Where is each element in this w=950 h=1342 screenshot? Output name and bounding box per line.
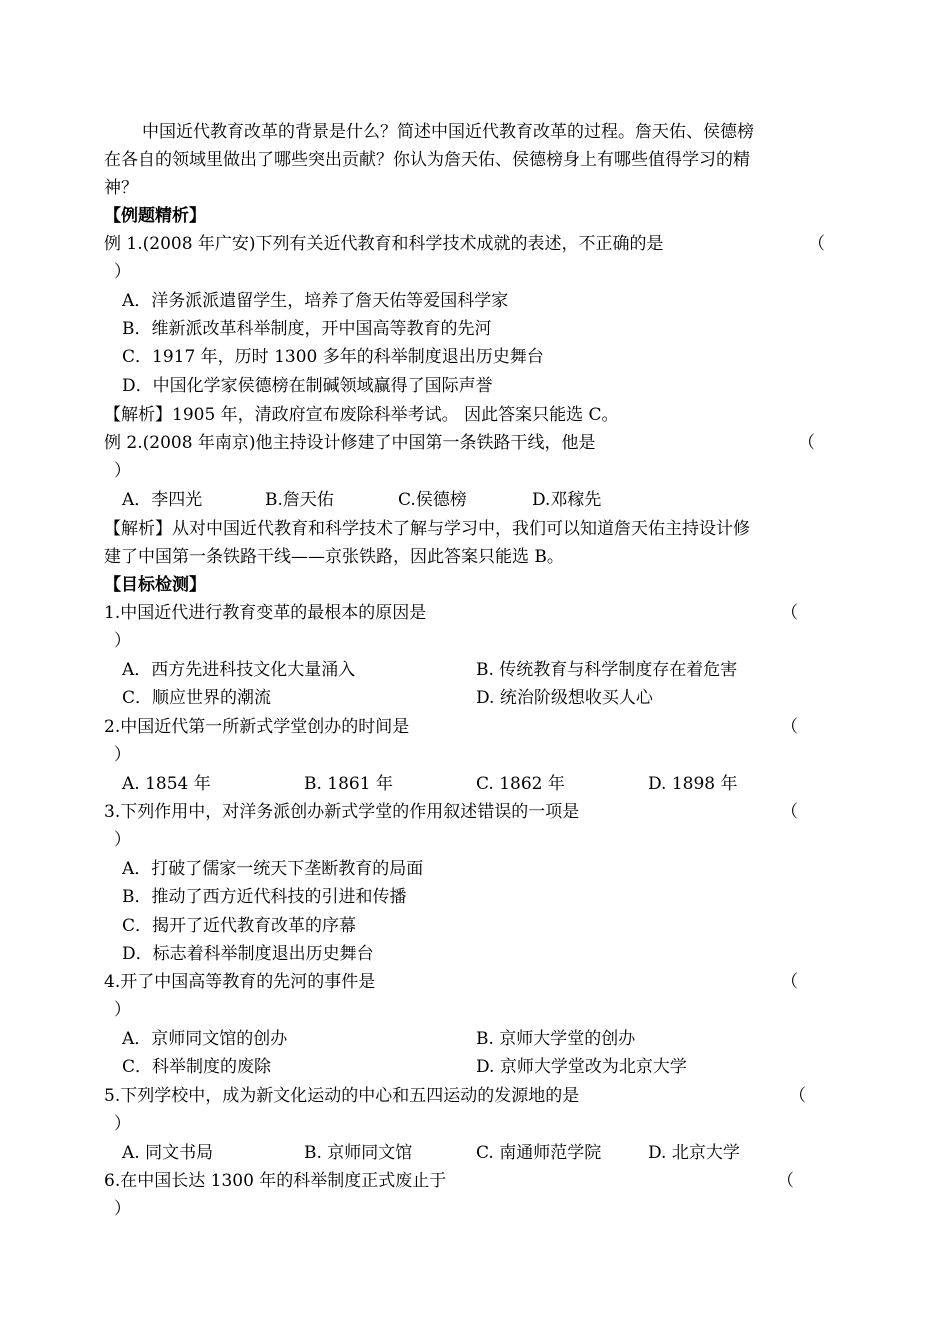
question-1-option-b: B. 传统教育与科学制度存在着危害	[476, 660, 738, 680]
question-5-option-d: D. 北京大学	[648, 1143, 740, 1163]
question-3-paren-open: （	[781, 802, 798, 822]
example2-question: 例 2.(2008 年南京)他主持设计修建了中国第一条铁路干线，他是	[104, 433, 596, 453]
question-2-paren-close: ）	[114, 745, 131, 765]
example1-question: 例 1.(2008 年广安)下列有关近代教育和科学技术成就的表述，不正确的是	[104, 234, 664, 254]
question-1-option-d: D. 统治阶级想收买人心	[476, 688, 653, 708]
example1-option-d: D．中国化学家侯德榜在制碱领域赢得了国际声誉	[122, 376, 493, 396]
question-5-paren-close: ）	[114, 1114, 131, 1134]
example2-paren-open: （	[798, 433, 815, 453]
example2-option-a: A．李四光	[122, 490, 203, 510]
question-1-paren-open: （	[781, 603, 798, 623]
question-3-option-a: A．打破了儒家一统天下垄断教育的局面	[122, 859, 424, 879]
question-1-option-c: C．顺应世界的潮流	[122, 688, 272, 708]
question-1-paren-close: ）	[114, 631, 131, 651]
intro-line-2: 在各自的领域里做出了哪些突出贡献？你认为詹天佑、侯德榜身上有哪些值得学习的精	[104, 150, 750, 170]
test-heading: 【目标检测】	[104, 575, 206, 595]
question-4-paren-open: （	[781, 972, 798, 992]
question-6-paren-close: ）	[114, 1199, 131, 1219]
example1-paren-close: ）	[114, 262, 131, 282]
question-2-option-a: A. 1854 年	[122, 774, 211, 794]
question-1: 1.中国近代进行教育变革的最根本的原因是	[104, 603, 427, 623]
example2-option-b: B.詹天佑	[265, 490, 334, 510]
question-4-option-b: B. 京师大学堂的创办	[476, 1029, 636, 1049]
intro-line-3: 神？	[104, 178, 138, 198]
question-5-option-b: B. 京师同文馆	[304, 1143, 413, 1163]
question-5-option-c: C. 南通师范学院	[476, 1143, 602, 1163]
question-2-option-b: B. 1861 年	[304, 774, 393, 794]
example2-option-c: C.侯德榜	[398, 490, 467, 510]
example1-paren-open: （	[808, 234, 825, 254]
question-2-option-d: D. 1898 年	[648, 774, 738, 794]
question-3: 3.下列作用中，对洋务派创办新式学堂的作用叙述错误的一项是	[104, 802, 580, 822]
question-4-option-d: D. 京师大学堂改为北京大学	[476, 1057, 687, 1077]
example1-analysis: 【解析】1905 年，清政府宣布废除科举考试。 因此答案只能选 C。	[104, 405, 619, 425]
question-6: 6.在中国长达 1300 年的科举制度正式废止于	[104, 1171, 447, 1191]
question-5-paren-open: （	[789, 1086, 806, 1106]
examples-heading: 【例题精析】	[104, 206, 206, 226]
question-4-option-c: C．科举制度的废除	[122, 1057, 272, 1077]
question-2-paren-open: （	[781, 717, 798, 737]
question-4-option-a: A．京师同文馆的创办	[122, 1029, 288, 1049]
question-1-option-a: A．西方先进科技文化大量涌入	[122, 660, 356, 680]
question-4-paren-close: ）	[114, 1000, 131, 1020]
example1-option-c: C．1917 年，历时 1300 多年的科举制度退出历史舞台	[122, 347, 544, 367]
question-3-option-c: C．揭开了近代教育改革的序幕	[122, 916, 357, 936]
example2-analysis-line-1: 【解析】从对中国近代教育和科学技术了解与学习中，我们可以知道詹天佑主持设计修	[104, 519, 750, 539]
question-5: 5.下列学校中，成为新文化运动的中心和五四运动的发源地的是	[104, 1086, 580, 1106]
example1-option-b: B．维新派改革科举制度，开中国高等教育的先河	[122, 319, 492, 339]
question-4: 4.开了中国高等教育的先河的事件是	[104, 972, 376, 992]
question-6-paren-open: （	[777, 1171, 794, 1191]
question-2-option-c: C. 1862 年	[476, 774, 565, 794]
question-3-paren-close: ）	[114, 830, 131, 850]
question-3-option-d: D．标志着科举制度退出历史舞台	[122, 944, 374, 964]
intro-line-1: 中国近代教育改革的背景是什么？简述中国近代教育改革的过程。詹天佑、侯德榜	[142, 122, 754, 142]
example2-option-d: D.邓稼先	[532, 490, 602, 510]
question-3-option-b: B．推动了西方近代科技的引进和传播	[122, 887, 407, 907]
example2-analysis-line-2: 建了中国第一条铁路干线——京张铁路，因此答案只能选 B。	[104, 547, 564, 567]
example1-option-a: A．洋务派派遣留学生，培养了詹天佑等爱国科学家	[122, 291, 509, 311]
question-5-option-a: A. 同文书局	[122, 1143, 214, 1163]
question-2: 2.中国近代第一所新式学堂创办的时间是	[104, 717, 410, 737]
example2-paren-close: ）	[114, 461, 131, 481]
